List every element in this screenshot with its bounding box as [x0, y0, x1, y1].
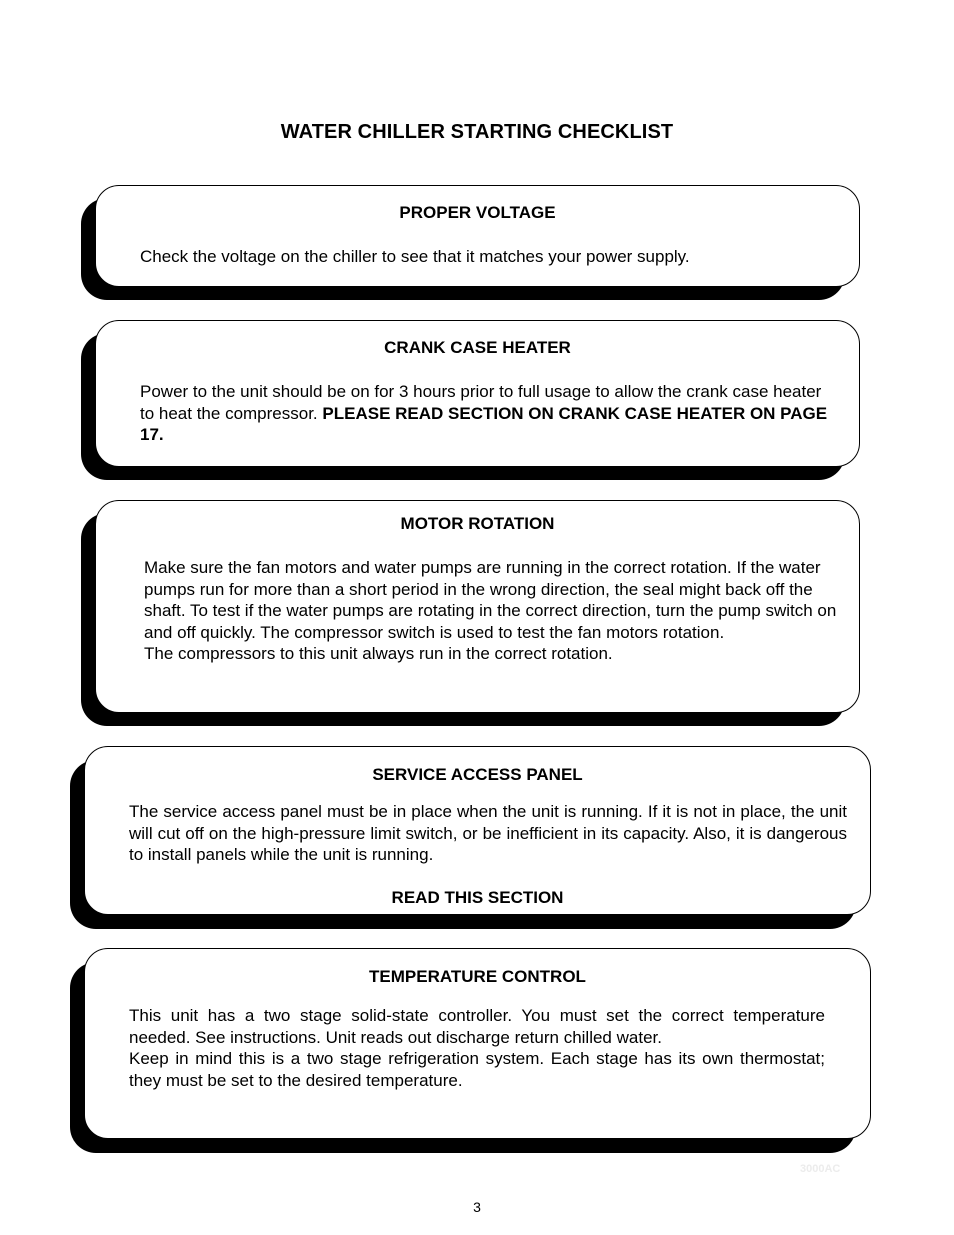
page-title: WATER CHILLER STARTING CHECKLIST — [280, 121, 674, 143]
section-body-2: Keep in mind this is a two stage refrigeration system. Each stage has its own thermostat; they must be set to the desired temperature. — [129, 1049, 825, 1090]
section-body-2: The compressors to this unit always run in the correct rotation. — [144, 644, 613, 663]
section-temperature-control — [84, 948, 871, 1139]
section-body: Make sure the fan motors and water pumps are running in the correct rotation. If the water pumps run for more than a short period in the wrong direction, the seal might back off the shaft. To test if the water pumps are rotating in the correct direction, turn the pump switch on and off quickly. The compressor switch is used to test the fan motors rotation. — [144, 558, 837, 642]
section-body: This unit has a two stage solid-state controller. You must set the correct temperature needed. See instructions. Unit reads out discharge return chilled water. — [129, 1006, 825, 1047]
section-motor-rotation — [95, 500, 860, 713]
section-emphasis: PLEASE READ SECTION ON CRANK CASE HEATER ON PAGE 17. — [140, 403, 828, 444]
section-body: Power to the unit should be on for 3 hours prior to full usage to allow the crank case heater to heat the compressor. — [140, 382, 822, 423]
section-text — [144, 557, 847, 665]
section-crank-case-heater — [95, 320, 860, 467]
document-code: 3000AC — [800, 1163, 841, 1175]
section-title: PROPER VOLTAGE — [399, 203, 556, 222]
section-title: TEMPERATURE CONTROL — [369, 967, 586, 986]
page-number: 3 — [473, 1199, 481, 1215]
section-title: SERVICE ACCESS PANEL — [372, 765, 583, 784]
section-text — [140, 381, 837, 446]
section-proper-voltage — [95, 185, 860, 287]
section-emphasis: READ THIS SECTION — [391, 888, 564, 907]
section-title: MOTOR ROTATION — [400, 514, 555, 533]
section-title: CRANK CASE HEATER — [384, 338, 571, 357]
section-text — [129, 1005, 825, 1091]
section-text: The service access panel must be in place when the unit is running. If it is not in place, the unit will cut off on the high-pressure limit switch, or be inefficient in its capacity. Also, it is dangerous to install panels while the unit is running. — [129, 802, 847, 864]
section-text: Check the voltage on the chiller to see that it matches your power supply. — [140, 247, 690, 266]
section-service-access-panel — [84, 746, 871, 915]
